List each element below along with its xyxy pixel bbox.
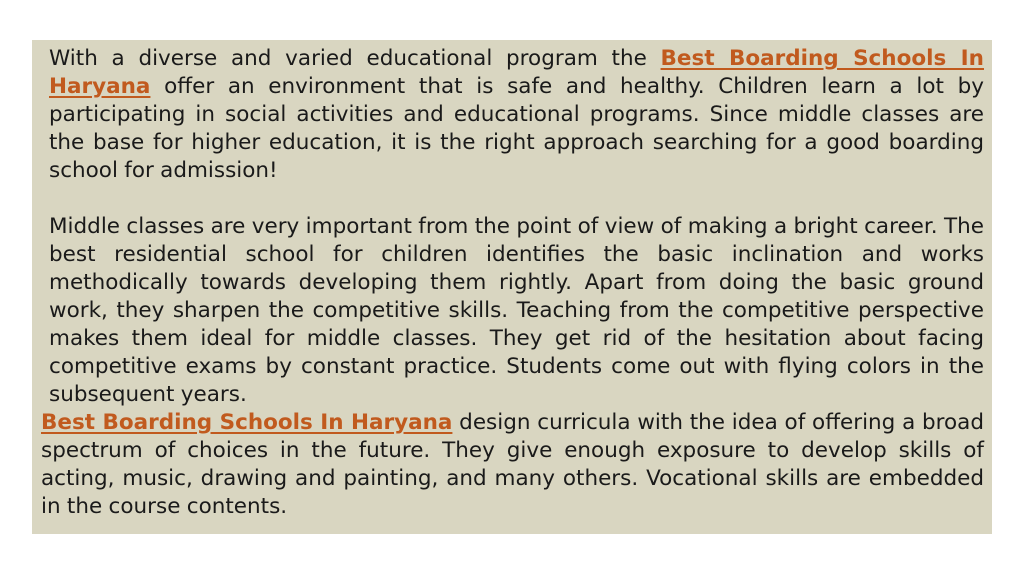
paragraph-curricula-text: design curricula with the idea of offering a broad spectrum of choices in the future. They give enough exposure to develop skills of acting, music, drawing and painting, and many others. Vocational skills are embedded in the course contents. — [41, 410, 985, 519]
content-panel — [32, 40, 992, 534]
paragraph-intro-text-start: With a diverse and varied educational program the — [49, 46, 661, 71]
paragraph-intro-text-end: offer an environment that is safe and healthy. Children learn a lot by participating in social activities and educational programs. Since middle classes are the base for higher education, it is the right approach searching for a good boarding school for admission! — [49, 74, 984, 183]
paragraph-intro — [49, 45, 984, 185]
paragraph-curricula — [41, 409, 984, 521]
best-boarding-schools-link[interactable]: Best Boarding Schools In Haryana — [49, 46, 984, 99]
paragraph-middle-classes — [49, 213, 984, 409]
paragraph-middle-classes-text: Middle classes are very important from the point of view of making a bright career. The best residential school for children identifies the basic inclination and works methodically towards developing them rightly. Apart from doing the basic ground work, they sharpen the competitive skills. Teaching from the competitive perspective makes them ideal for middle classes. They get rid of the hesitation about facing competitive exams by constant practice. Students come out with flying colors in the subsequent years. — [49, 214, 984, 407]
best-boarding-schools-link-2[interactable]: Best Boarding Schools In Haryana — [41, 410, 453, 435]
